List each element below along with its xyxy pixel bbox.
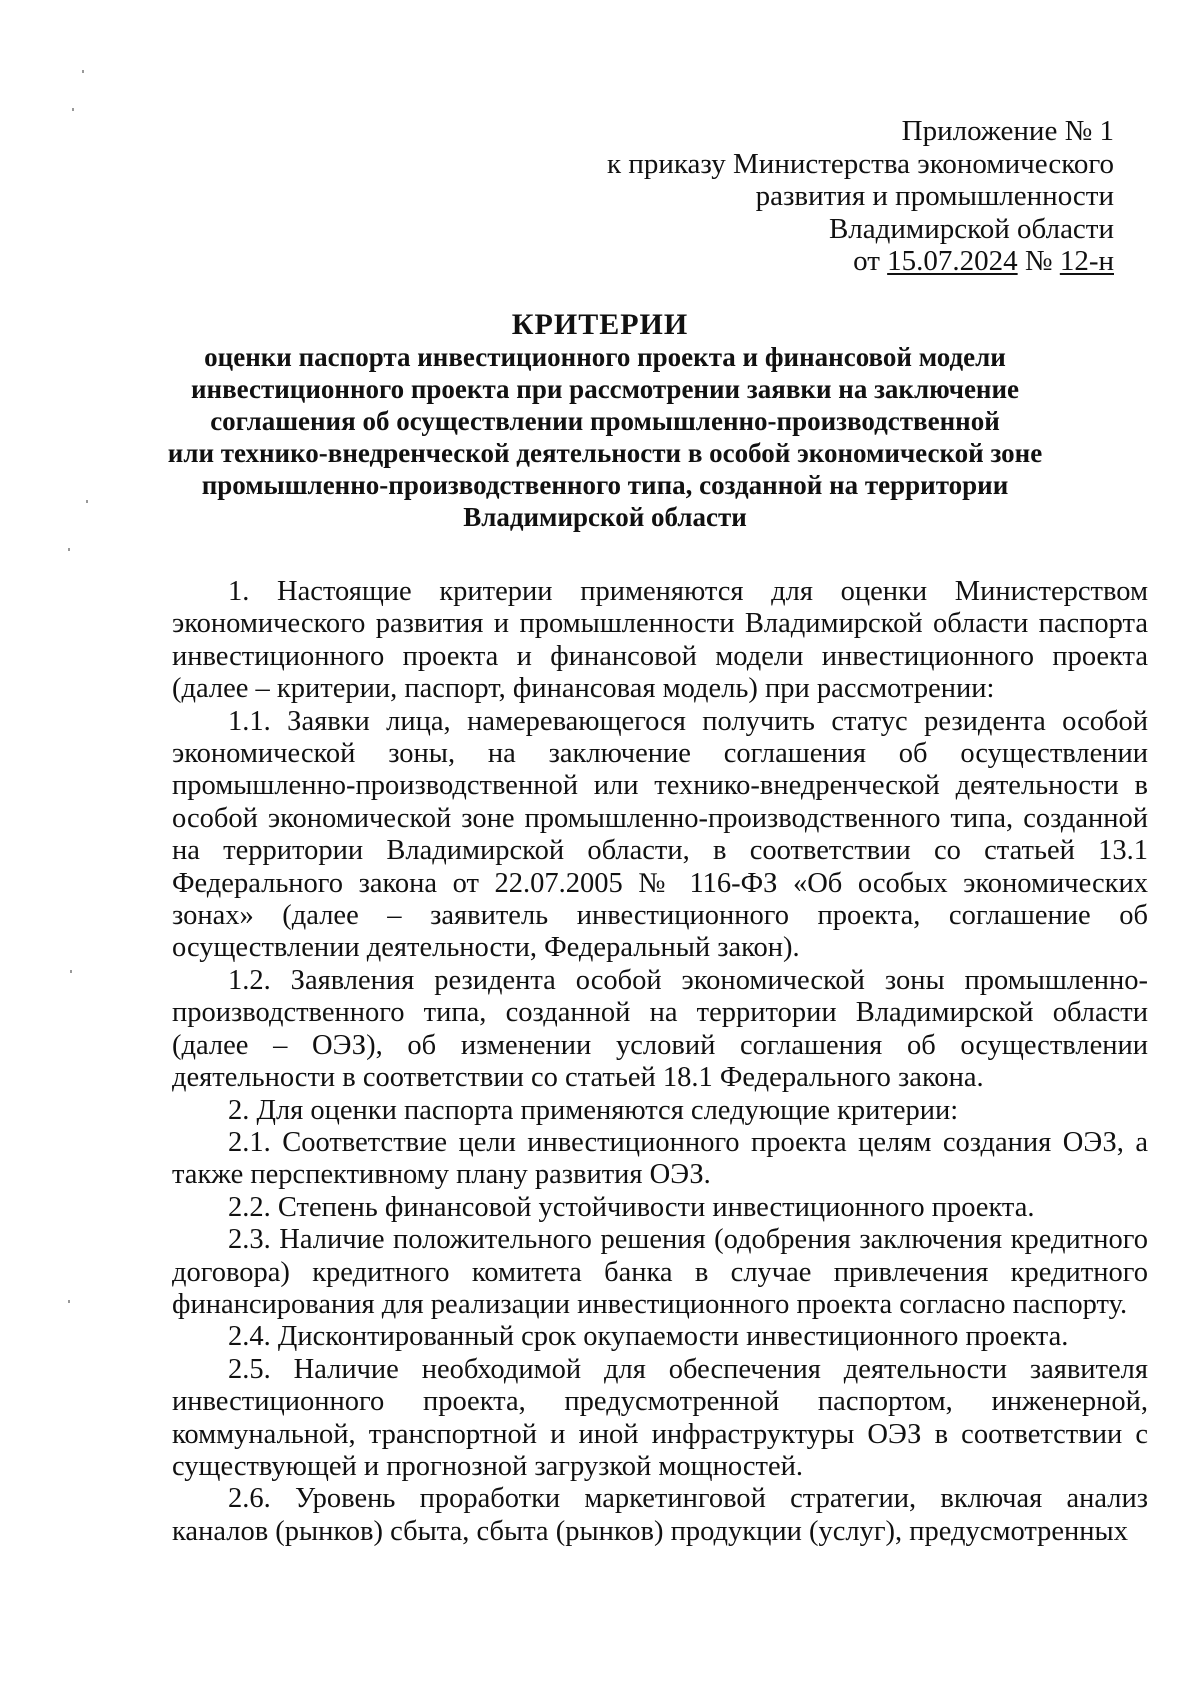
document-body [172,576,1148,1548]
number-prefix: № [1017,245,1060,277]
paragraph-1-1: 1.1. Заявки лица, намеревающегося получить статус резидента особой экономической зоны, на заключение соглашения об осуществлении промышленно-производственной или технико-внедренческой деятельности в особой экономической зоне промышленно-производственного типа, созданной на территории Владимирской области, в соответствии со статьей 13.1 Федерального закона от 22.07.2005 № 116-ФЗ «Об особых экономических зонах» (далее – заявитель инвестиционного проекта, соглашение об осуществлении деятельности, Федеральный закон). [172,705,1148,964]
scan-speck [70,970,72,973]
appendix-line: Владимирской области [828,212,1114,245]
paragraph-2-6: 2.6. Уровень проработки маркетинговой стратегии, включая анализ каналов (рынков) сбыта, сбыта (рынков) продукции (услуг), предусмотренных [172,1483,1148,1547]
paragraph-2-1: 2.1. Соответствие цели инвестиционного проекта целям создания ОЭЗ, а также перспективному плану развития ОЭЗ. [172,1126,1148,1191]
paragraph-2-5: 2.5. Наличие необходимой для обеспечения деятельности заявителя инвестиционного проекта, предусмотренной паспортом, инженерной, коммунальной, транспортной и иной инфраструктуры ОЭЗ в соответствии с существующей и прогнозной загрузкой мощностей. [172,1353,1148,1482]
scan-speck [86,500,88,503]
scan-speck [68,1300,70,1303]
document-subtitle [130,341,1080,533]
subtitle-line: Владимирской области [463,502,747,532]
scan-speck [68,548,70,551]
paragraph-2: 2. Для оценки паспорта применяются следующие критерии: [228,1094,959,1126]
subtitle-line: соглашения об осуществлении промышленно-производственной [210,406,1000,436]
paragraph-2-4: 2.4. Дисконтированный срок окупаемости инвестиционного проекта. [228,1321,1069,1353]
document-title: КРИТЕРИИ [511,308,689,341]
subtitle-line: инвестиционного проекта при рассмотрении заявки на заключение [190,374,1020,404]
paragraph-2-3: 2.3. Наличие положительного решения (одобрения заключения кредитного договора) кредитного комитета банка в случае привлечения кредитного финансирования для реализации инвестиционного проекта согласно паспорту. [172,1224,1148,1320]
order-number: 12-н [1059,245,1114,277]
appendix-line: Приложение № 1 [901,115,1114,147]
subtitle-line: промышленно-производственного типа, созданной на территории [201,470,1009,500]
date-prefix: от [853,245,888,277]
subtitle-line: или технико-внедренческой деятельности в особой экономической зоне [167,438,1043,468]
appendix-date-line [514,245,1114,278]
subtitle-line: оценки паспорта инвестиционного проекта и финансовой модели [204,342,1006,372]
order-date: 15.07.2024 [887,245,1018,277]
scan-speck [82,70,84,73]
paragraph-1-2: 1.2. Заявления резидента особой экономической зоны промышленно-производственного типа, созданной на территории Владимирской области (далее – ОЭЗ), об изменении условий соглашения об осуществлении деятельности в соответствии со статьей 18.1 Федерального закона. [172,964,1148,1094]
appendix-line: к приказу Министерства экономического [607,147,1114,180]
scan-speck [72,108,74,111]
appendix-header [514,115,1114,278]
paragraph-1: 1. Настоящие критерии применяются для оценки Министерством экономического развития и промышленности Владимирской области паспорта инвестиционного проекта и финансовой модели инвестиционного проекта (далее – критерии, паспорт, финансовая модель) при рассмотрении: [172,576,1148,705]
paragraph-2-2: 2.2. Степень финансовой устойчивости инвестиционного проекта. [228,1191,1035,1223]
appendix-line: развития и промышленности [755,180,1114,212]
